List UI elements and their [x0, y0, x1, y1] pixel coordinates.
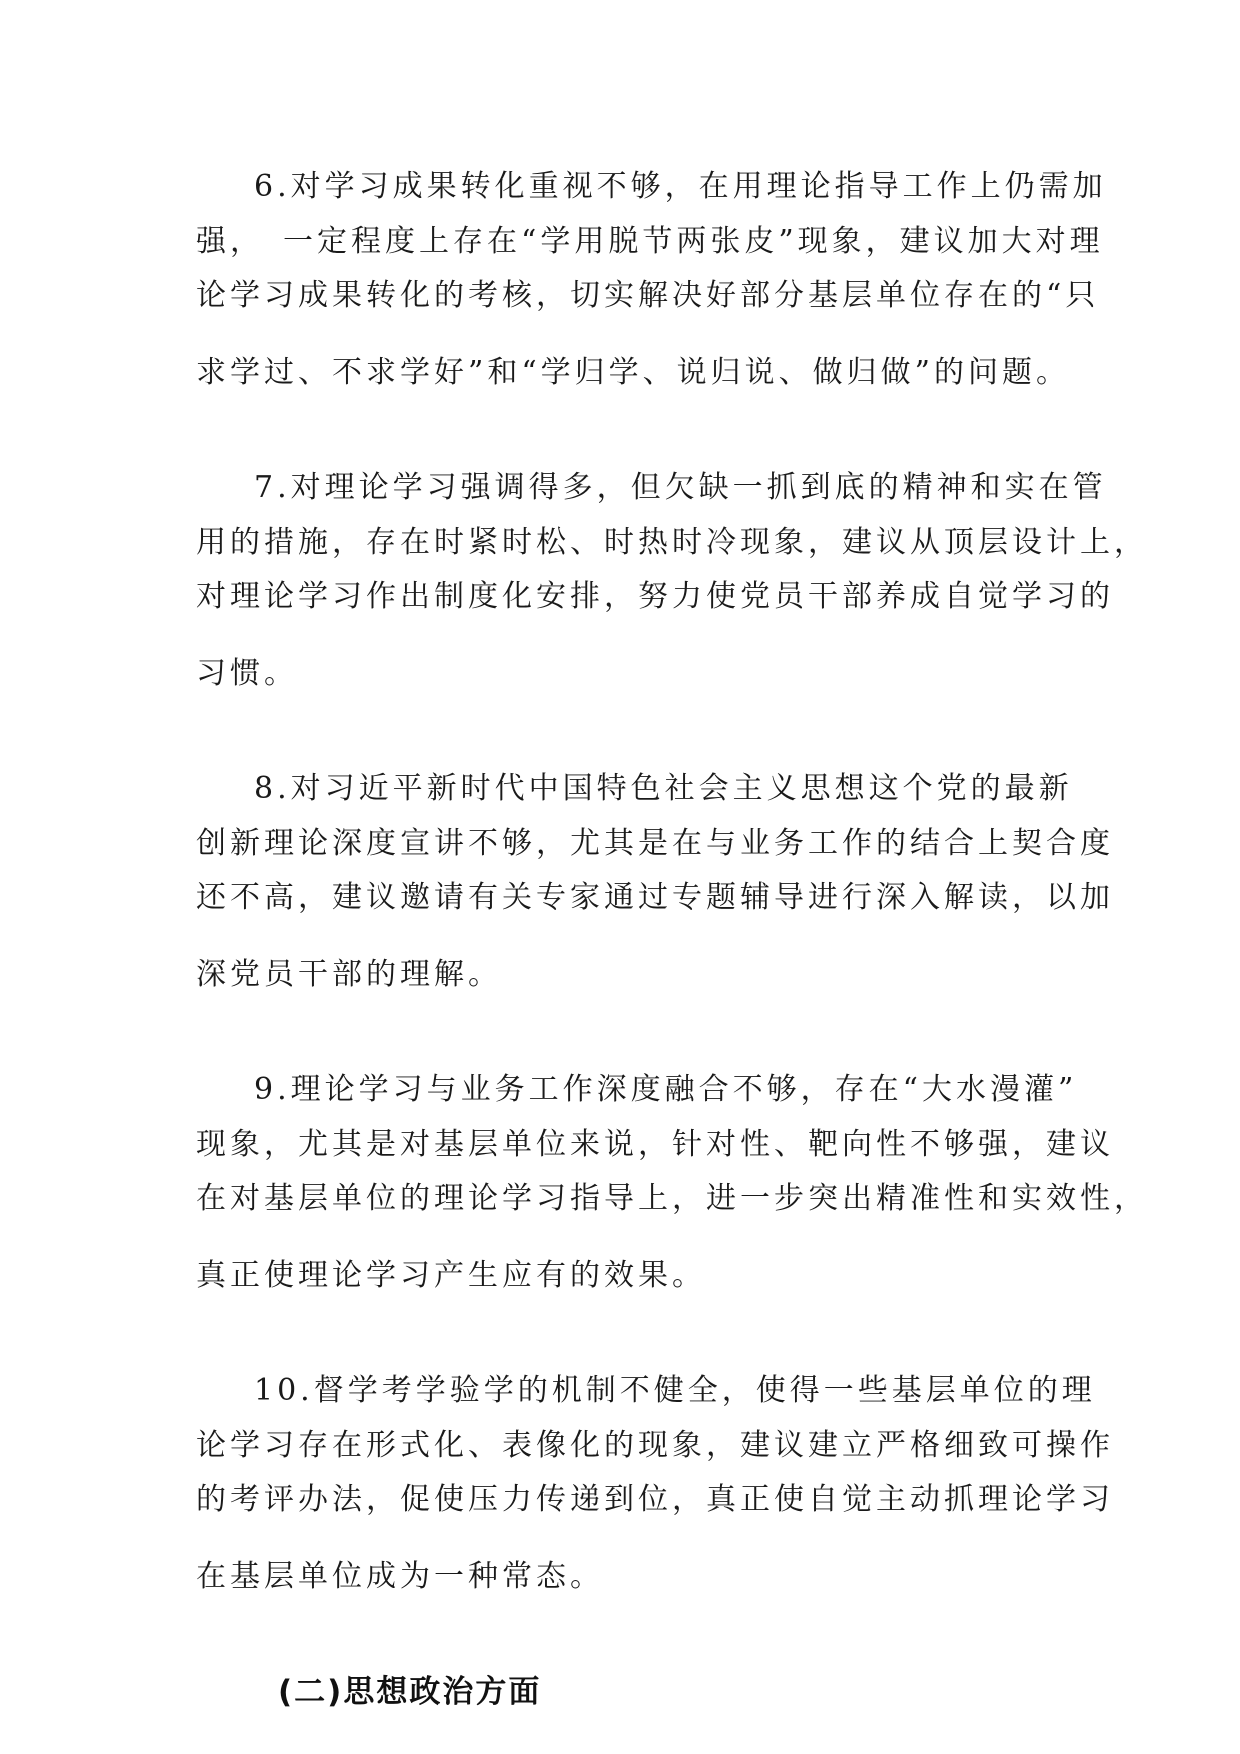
paragraph-8-line-2: 创新理论深度宣讲不够，尤其是在与业务工作的结合上契合度	[196, 826, 1114, 861]
paragraph-8-line-4: 深党员干部的理解。	[196, 957, 502, 992]
paragraph-9-line-3: 在对基层单位的理论学习指导上，进一步突出精准性和实效性，	[196, 1181, 1148, 1216]
paragraph-6-line-4: 求学过、不求学好”和“学归学、说归说、做归做”的问题。	[196, 355, 1071, 390]
paragraph-8-line-1: 8.对习近平新时代中国特色社会主义思想这个党的最新	[254, 771, 1073, 806]
paragraph-7-line-3: 对理论学习作出制度化安排，努力使党员干部养成自觉学习的	[196, 579, 1114, 614]
paragraph-10-line-4: 在基层单位成为一种常态。	[196, 1559, 604, 1594]
paragraph-7-line-2: 用的措施，存在时紧时松、时热时冷现象，建议从顶层设计上，	[196, 525, 1148, 560]
paragraph-10-line-3: 的考评办法，促使压力传递到位，真正使自觉主动抓理论学习	[196, 1482, 1114, 1517]
paragraph-10-line-1: 10.督学考学验学的机制不健全，使得一些基层单位的理	[254, 1373, 1096, 1408]
paragraph-7-line-1: 7.对理论学习强调得多，但欠缺一抓到底的精神和实在管	[254, 470, 1107, 505]
paragraph-9-line-4: 真正使理论学习产生应有的效果。	[196, 1258, 706, 1293]
paragraph-8-line-3: 还不高，建议邀请有关专家通过专题辅导进行深入解读，以加	[196, 880, 1114, 915]
paragraph-6-line-1: 6.对学习成果转化重视不够，在用理论指导工作上仍需加	[254, 169, 1107, 204]
paragraph-6-line-2: 强， 一定程度上存在“学用脱节两张皮”现象，建议加大对理	[196, 224, 1104, 259]
paragraph-9-line-2: 现象，尤其是对基层单位来说，针对性、靶向性不够强，建议	[196, 1127, 1114, 1162]
paragraph-9-line-1: 9.理论学习与业务工作深度融合不够，存在“大水漫灌”	[254, 1072, 1078, 1107]
paragraph-7-line-4: 习惯。	[196, 656, 298, 691]
paragraph-10-line-2: 论学习存在形式化、表像化的现象，建议建立严格细致可操作	[196, 1428, 1114, 1463]
paragraph-6-line-3: 论学习成果转化的考核，切实解决好部分基层单位存在的“只	[196, 278, 1100, 313]
section-heading: (二)思想政治方面	[278, 1674, 542, 1710]
